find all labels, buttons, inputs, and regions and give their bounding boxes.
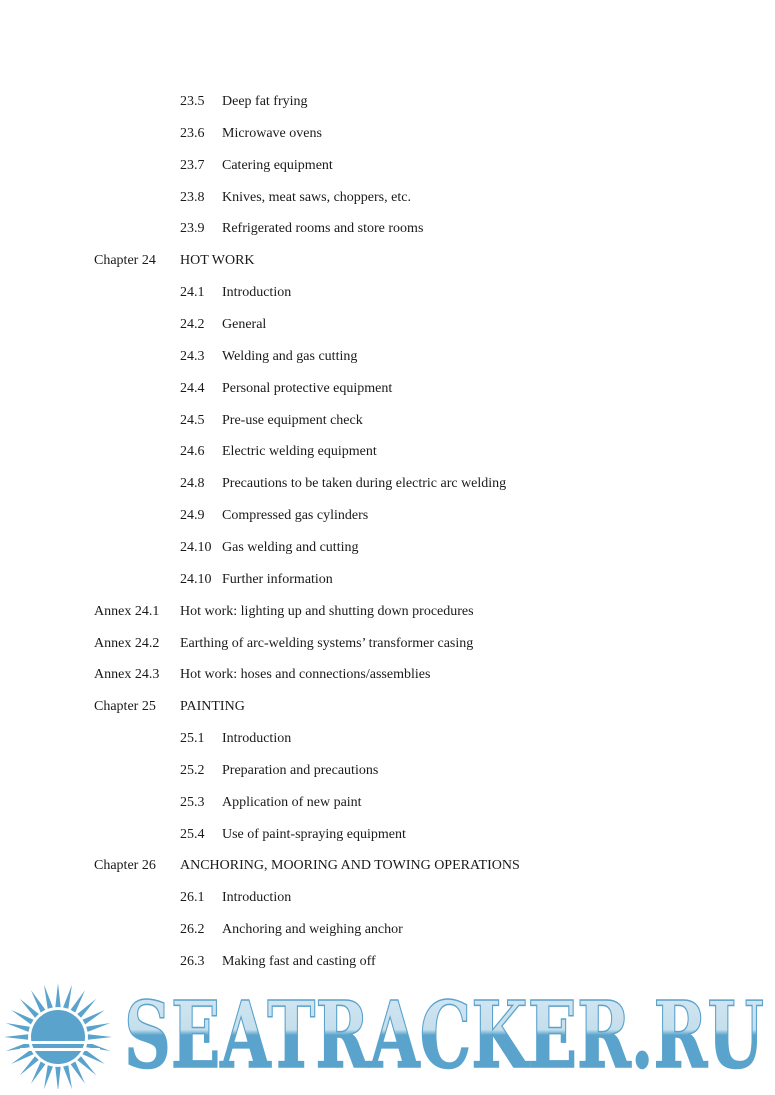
section-number: 24.8 bbox=[180, 476, 205, 492]
sun-ray bbox=[71, 990, 85, 1012]
sun-ray bbox=[83, 1010, 105, 1024]
chapter-label: Chapter 24 bbox=[94, 253, 156, 269]
section-title: Knives, meat saws, choppers, etc. bbox=[222, 189, 411, 205]
chapter-label: Annex 24.1 bbox=[94, 603, 160, 619]
sun-ray bbox=[77, 999, 96, 1018]
section-title: Compressed gas cylinders bbox=[222, 508, 369, 524]
section-number: 23.6 bbox=[180, 125, 205, 141]
section-number: 24.10 bbox=[180, 571, 212, 587]
section-number: 24.2 bbox=[180, 317, 205, 332]
section-number: 26.1 bbox=[180, 890, 205, 906]
chapter-label: Annex 24.2 bbox=[94, 635, 160, 651]
section-title: Welding and gas cutting bbox=[222, 348, 358, 364]
section-number: 24.6 bbox=[180, 444, 205, 460]
sun-ray bbox=[88, 1034, 112, 1039]
sun-ray bbox=[31, 1062, 45, 1084]
section-title: Further information bbox=[222, 571, 333, 587]
sun-ray bbox=[31, 990, 45, 1012]
sun-ray bbox=[55, 983, 60, 1007]
section-number: 25.3 bbox=[180, 794, 205, 810]
section-number: 23.8 bbox=[180, 189, 205, 205]
sun-logo-icon bbox=[0, 981, 118, 1089]
sun-ray bbox=[55, 1067, 60, 1089]
section-number: 23.5 bbox=[180, 94, 205, 109]
section-title: Application of new paint bbox=[222, 794, 362, 810]
section-number: 25.2 bbox=[180, 762, 205, 778]
chapter-title: Earthing of arc-welding systems’ transformer casing bbox=[180, 635, 474, 651]
section-number: 24.5 bbox=[180, 412, 205, 428]
section-title: Refrigerated rooms and store rooms bbox=[222, 221, 424, 237]
sun-ray bbox=[83, 1050, 105, 1064]
chapter-title: PAINTING bbox=[180, 699, 245, 715]
chapter-title: Hot work: hoses and connections/assemblies bbox=[180, 667, 431, 683]
chapter-label: Chapter 26 bbox=[94, 858, 156, 874]
section-number: 25.1 bbox=[180, 731, 205, 746]
section-title: Introduction bbox=[222, 890, 292, 906]
chapter-title: ANCHORING, MOORING AND TOWING OPERATIONS bbox=[180, 858, 520, 874]
chapter-label: Annex 24.3 bbox=[94, 667, 160, 683]
section-title: Catering equipment bbox=[222, 157, 333, 173]
sun-ray bbox=[86, 1023, 110, 1032]
watermark-label: SEATRACKER.RU bbox=[124, 981, 764, 1083]
sun-ray bbox=[11, 1010, 33, 1024]
section-title: Preparation and precautions bbox=[222, 762, 379, 778]
section-number: 23.9 bbox=[180, 221, 205, 237]
section-number: 24.9 bbox=[180, 508, 205, 524]
section-title: General bbox=[222, 317, 267, 332]
section-number: 26.3 bbox=[180, 954, 205, 969]
section-title: Precautions to be taken during electric arc welding bbox=[222, 476, 507, 492]
watermark-text bbox=[120, 979, 770, 1083]
sun-ray bbox=[4, 1034, 28, 1039]
chapter-title: HOT WORK bbox=[180, 253, 255, 269]
watermark bbox=[0, 975, 775, 1095]
section-title: Microwave ovens bbox=[222, 125, 322, 141]
sun-ray bbox=[71, 1062, 85, 1084]
sun-ray bbox=[6, 1023, 30, 1032]
sun-ray bbox=[63, 985, 72, 1009]
section-title: Deep fat frying bbox=[222, 94, 308, 109]
sun-ray bbox=[11, 1050, 33, 1064]
sun-ray bbox=[44, 1065, 53, 1089]
sun-ray bbox=[20, 1056, 39, 1075]
section-number: 24.1 bbox=[180, 285, 205, 301]
section-number: 23.7 bbox=[180, 157, 205, 173]
section-title: Anchoring and weighing anchor bbox=[222, 922, 403, 938]
section-title: Making fast and casting off bbox=[222, 954, 376, 969]
chapter-label: Chapter 25 bbox=[94, 699, 156, 715]
sun-ray bbox=[20, 999, 39, 1018]
section-title: Electric welding equipment bbox=[222, 444, 377, 460]
section-title: Use of paint-spraying equipment bbox=[222, 826, 406, 842]
sun-ray bbox=[44, 985, 53, 1009]
section-number: 24.10 bbox=[180, 539, 212, 555]
section-title: Introduction bbox=[222, 285, 292, 301]
section-number: 25.4 bbox=[180, 826, 205, 842]
section-title: Personal protective equipment bbox=[222, 380, 393, 396]
section-number: 26.2 bbox=[180, 922, 205, 938]
chapter-title: Hot work: lighting up and shutting down procedures bbox=[180, 603, 474, 619]
section-title: Pre-use equipment check bbox=[222, 412, 363, 428]
sun-ray bbox=[63, 1065, 72, 1089]
section-title: Gas welding and cutting bbox=[222, 539, 359, 555]
sun-ray bbox=[77, 1056, 96, 1075]
section-title: Introduction bbox=[222, 731, 292, 746]
section-number: 24.4 bbox=[180, 380, 205, 396]
section-number: 24.3 bbox=[180, 348, 205, 364]
